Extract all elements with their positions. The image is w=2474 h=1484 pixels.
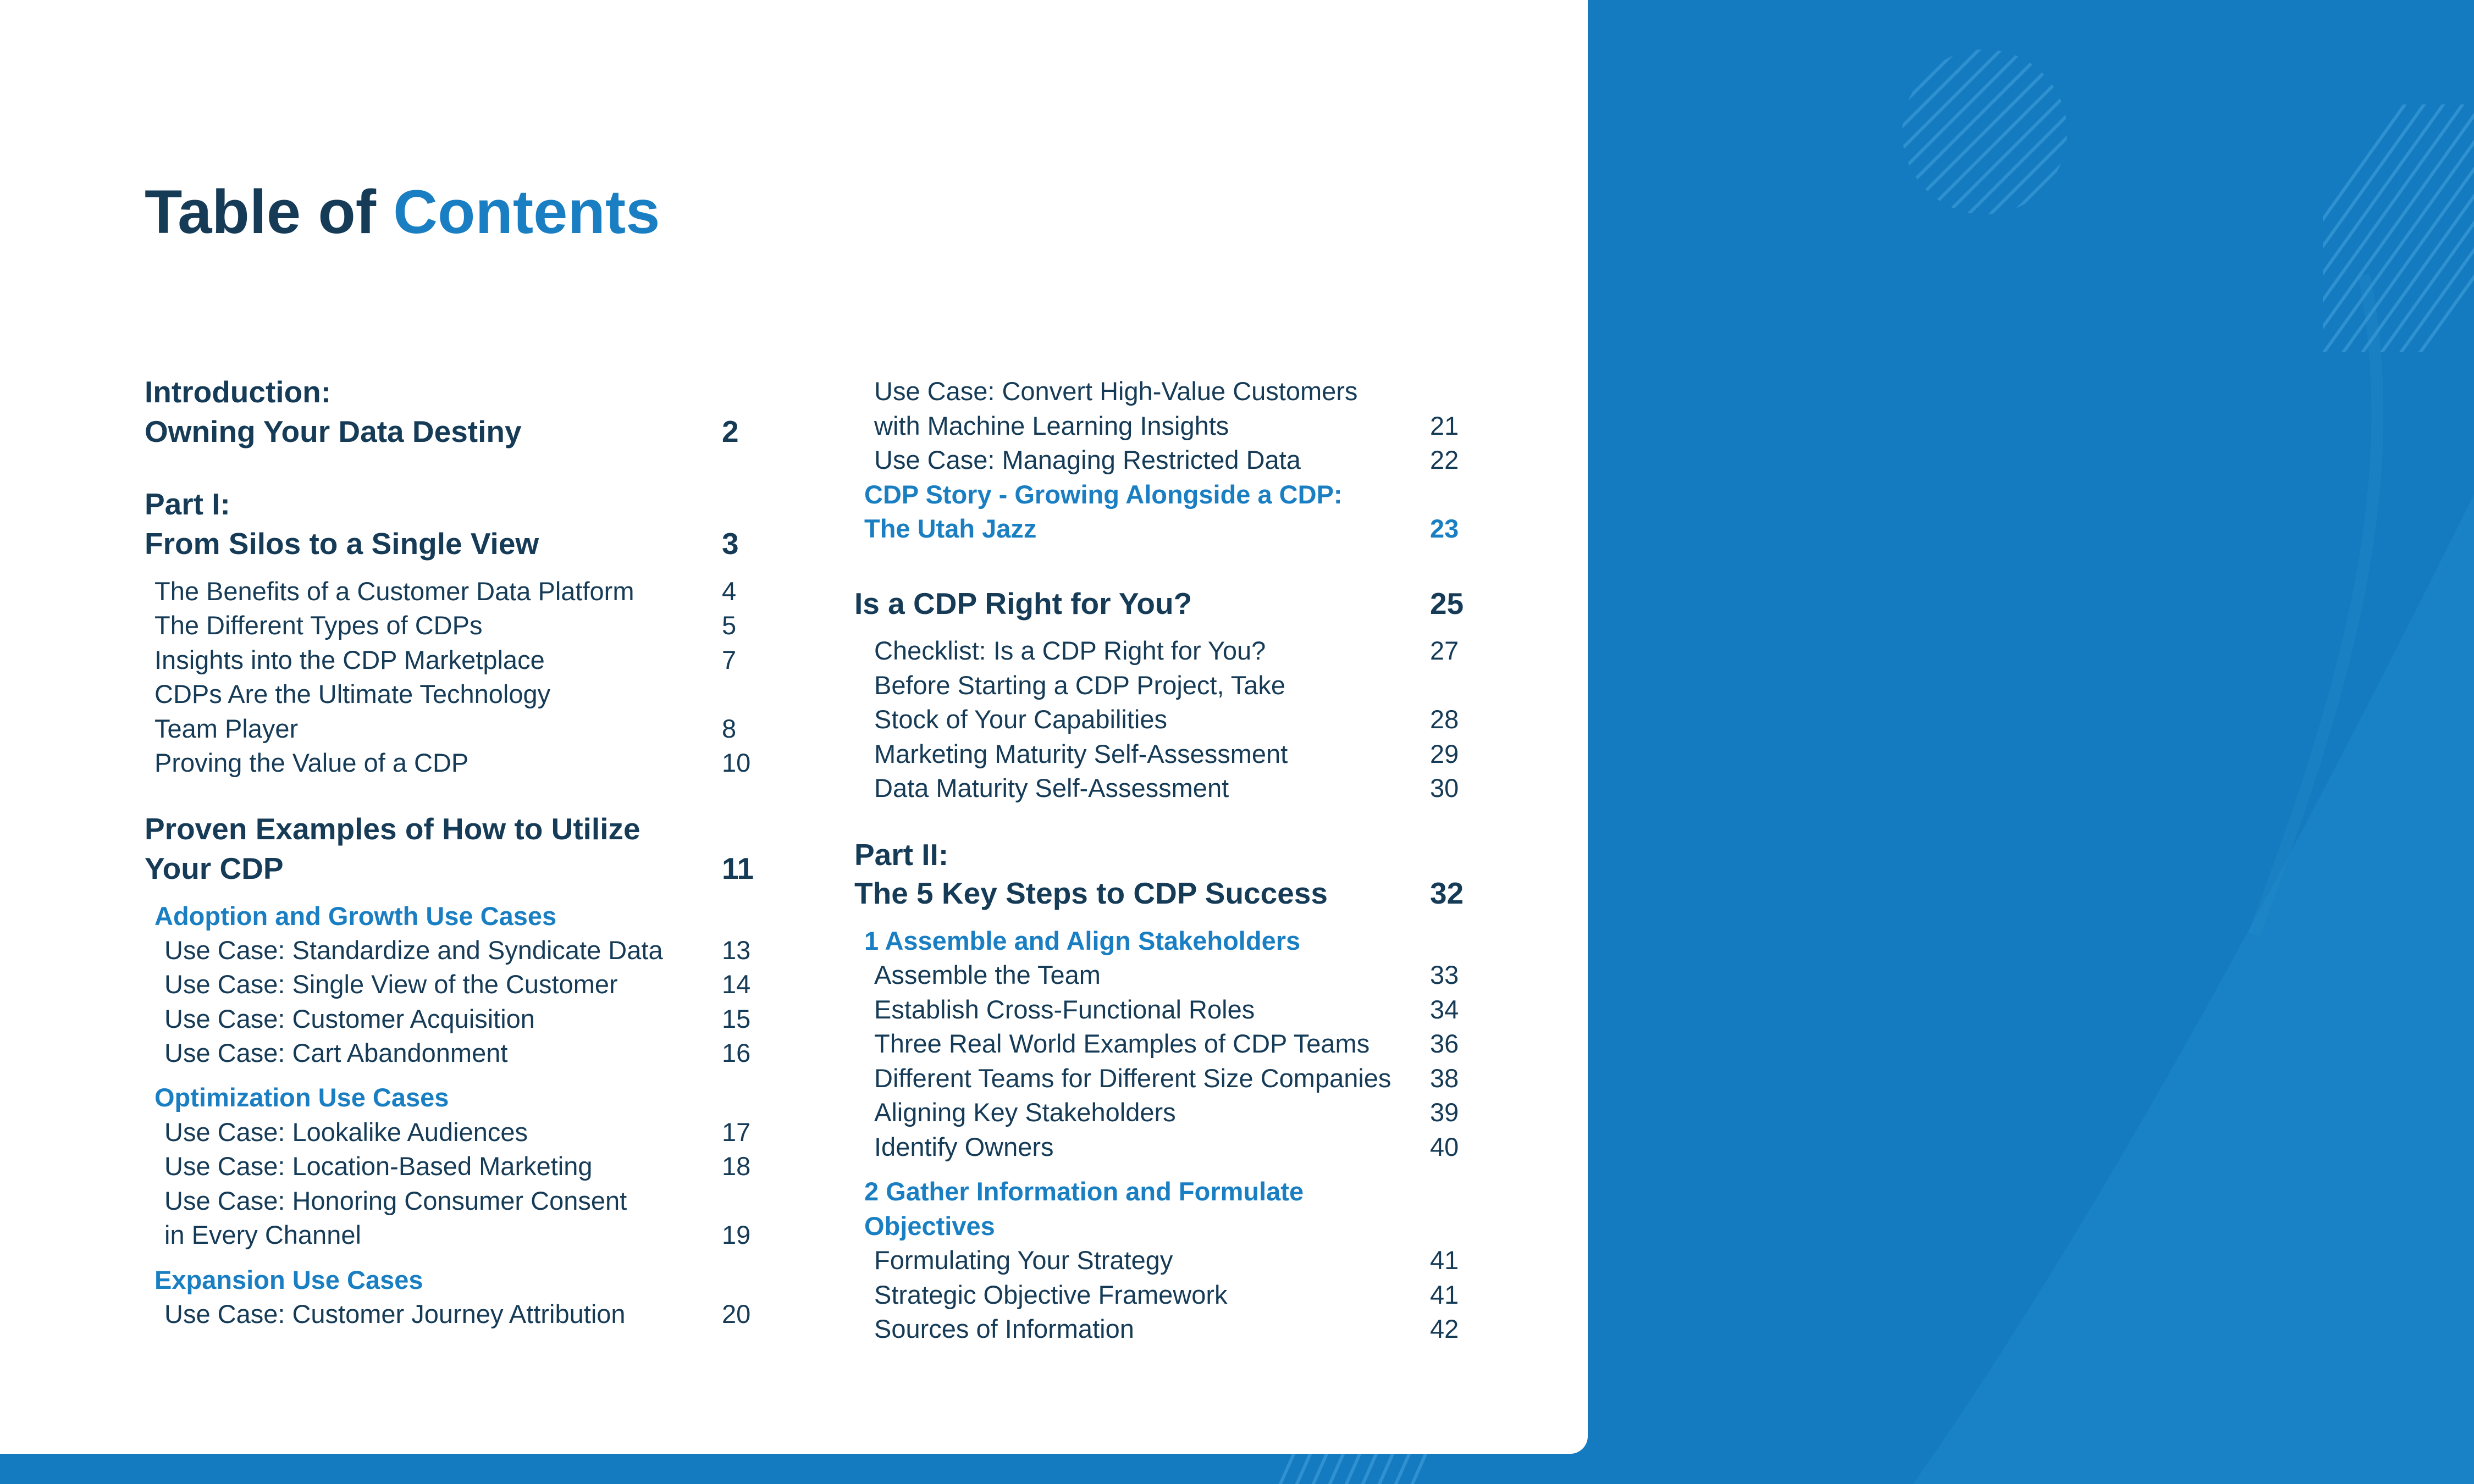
toc-item-page: 36 bbox=[1430, 1029, 1459, 1058]
toc-item-page: 17 bbox=[722, 1117, 751, 1147]
toc-item-page: 7 bbox=[722, 645, 737, 674]
toc-story-line2: The Utah Jazz bbox=[864, 514, 1037, 543]
toc-item: Identify Owners bbox=[874, 1132, 1054, 1161]
toc-item-page: 27 bbox=[1430, 636, 1459, 665]
title-prefix: Table of bbox=[145, 178, 377, 246]
toc-item: Three Real World Examples of CDP Teams bbox=[874, 1029, 1370, 1058]
toc-item-page: 38 bbox=[1430, 1064, 1459, 1093]
toc-right-heading: Is a CDP Right for You? bbox=[854, 586, 1192, 621]
toc-item-page: 5 bbox=[722, 611, 737, 640]
toc-optimization-heading: Optimization Use Cases bbox=[154, 1083, 449, 1112]
toc-item: Checklist: Is a CDP Right for You? bbox=[874, 636, 1266, 665]
toc-intro-line1: Introduction: bbox=[145, 375, 332, 409]
toc-item: The Different Types of CDPs bbox=[154, 611, 483, 640]
toc-item: Insights into the CDP Marketplace bbox=[154, 645, 545, 674]
toc-item: Use Case: Cart Abandonment bbox=[164, 1038, 508, 1067]
toc-item: Proving the Value of a CDP bbox=[154, 748, 469, 777]
toc-item: Sources of Information bbox=[874, 1314, 1134, 1343]
toc-item: Different Teams for Different Size Companies bbox=[874, 1064, 1391, 1093]
toc-item-page: 14 bbox=[722, 970, 751, 999]
page-title bbox=[145, 178, 660, 246]
toc-part2-line2: The 5 Key Steps to CDP Success bbox=[854, 876, 1328, 910]
toc-item-page: 18 bbox=[722, 1151, 751, 1181]
toc-intro-page: 2 bbox=[722, 414, 739, 448]
toc-item: Stock of Your Capabilities bbox=[874, 705, 1167, 734]
circle-hatch-pattern bbox=[1798, 0, 2183, 330]
toc-item-page: 10 bbox=[722, 748, 751, 777]
toc-item: with Machine Learning Insights bbox=[874, 411, 1229, 440]
toc-item-page: 15 bbox=[722, 1004, 751, 1033]
toc-item-page: 34 bbox=[1430, 995, 1459, 1024]
toc-part1-page: 3 bbox=[722, 527, 739, 561]
toc-expansion-heading: Expansion Use Cases bbox=[154, 1265, 423, 1294]
toc-item-page: 8 bbox=[722, 714, 737, 743]
toc-item: Use Case: Customer Journey Attribution bbox=[164, 1299, 626, 1328]
toc-part2-page: 32 bbox=[1430, 876, 1464, 910]
toc-item: Formulating Your Strategy bbox=[874, 1245, 1173, 1275]
toc-item-page: 28 bbox=[1430, 705, 1459, 734]
toc-step1-heading: 1 Assemble and Align Stakeholders bbox=[864, 926, 1301, 955]
toc-item: Marketing Maturity Self-Assessment bbox=[874, 739, 1288, 768]
toc-story-page: 23 bbox=[1430, 514, 1459, 543]
toc-item-page: 4 bbox=[722, 577, 737, 606]
toc-adoption-heading: Adoption and Growth Use Cases bbox=[154, 901, 557, 931]
toc-item: Use Case: Customer Acquisition bbox=[164, 1004, 535, 1033]
toc-part1-line1: Part I: bbox=[145, 487, 230, 521]
toc-item: Team Player bbox=[154, 714, 299, 743]
toc-item: CDPs Are the Ultimate Technology bbox=[154, 679, 551, 708]
toc-item: Assemble the Team bbox=[874, 960, 1101, 989]
toc-step2-line2: Objectives bbox=[864, 1211, 995, 1241]
toc-item-page: 19 bbox=[722, 1220, 751, 1249]
toc-item: Use Case: Location-Based Marketing bbox=[164, 1151, 593, 1181]
toc-item: in Every Channel bbox=[164, 1220, 361, 1249]
toc-item-page: 20 bbox=[722, 1299, 751, 1328]
toc-item: Use Case: Honoring Consumer Consent bbox=[164, 1186, 627, 1215]
toc-item: Use Case: Convert High-Value Customers bbox=[874, 376, 1358, 406]
toc-item-page: 22 bbox=[1430, 445, 1459, 474]
toc-item: Before Starting a CDP Project, Take bbox=[874, 671, 1286, 700]
toc-part2-line1: Part II: bbox=[854, 838, 949, 872]
toc-item-page: 33 bbox=[1430, 960, 1459, 989]
toc-item: Use Case: Managing Restricted Data bbox=[874, 445, 1301, 474]
toc-item-page: 40 bbox=[1430, 1132, 1459, 1161]
toc-item: Establish Cross-Functional Roles bbox=[874, 995, 1255, 1024]
toc-item-page: 16 bbox=[722, 1038, 751, 1067]
toc-item: Use Case: Single View of the Customer bbox=[164, 970, 618, 999]
corner-stripe-pattern bbox=[2205, 77, 2474, 385]
toc-proven-page: 11 bbox=[722, 851, 754, 885]
toc-item-page: 39 bbox=[1430, 1098, 1459, 1127]
toc-item: Data Maturity Self-Assessment bbox=[874, 773, 1229, 802]
toc-item: Use Case: Lookalike Audiences bbox=[164, 1117, 528, 1147]
toc-right-page: 25 bbox=[1430, 586, 1464, 621]
toc-item-page: 13 bbox=[722, 935, 751, 965]
toc-item: Aligning Key Stakeholders bbox=[874, 1098, 1176, 1127]
toc-item-page: 29 bbox=[1430, 739, 1459, 768]
toc-item-page: 41 bbox=[1430, 1245, 1459, 1275]
toc-part1-line2: From Silos to a Single View bbox=[145, 527, 539, 561]
toc-step2-line1: 2 Gather Information and Formulate bbox=[864, 1177, 1304, 1206]
toc-item-page: 41 bbox=[1430, 1280, 1459, 1309]
toc-item: Strategic Objective Framework bbox=[874, 1280, 1228, 1309]
toc-item-page: 30 bbox=[1430, 773, 1459, 802]
title-accent: Contents bbox=[393, 178, 660, 246]
toc-item: The Benefits of a Customer Data Platform bbox=[154, 577, 634, 606]
toc-intro-line2: Owning Your Data Destiny bbox=[145, 414, 522, 448]
toc-proven-line2: Your CDP bbox=[145, 851, 284, 885]
toc-item-page: 42 bbox=[1430, 1314, 1459, 1343]
toc-proven-line1: Proven Examples of How to Utilize bbox=[145, 812, 640, 846]
toc-item: Use Case: Standardize and Syndicate Data bbox=[164, 935, 663, 965]
toc-story-line1: CDP Story - Growing Alongside a CDP: bbox=[864, 480, 1343, 509]
toc-item-page: 21 bbox=[1430, 411, 1459, 440]
